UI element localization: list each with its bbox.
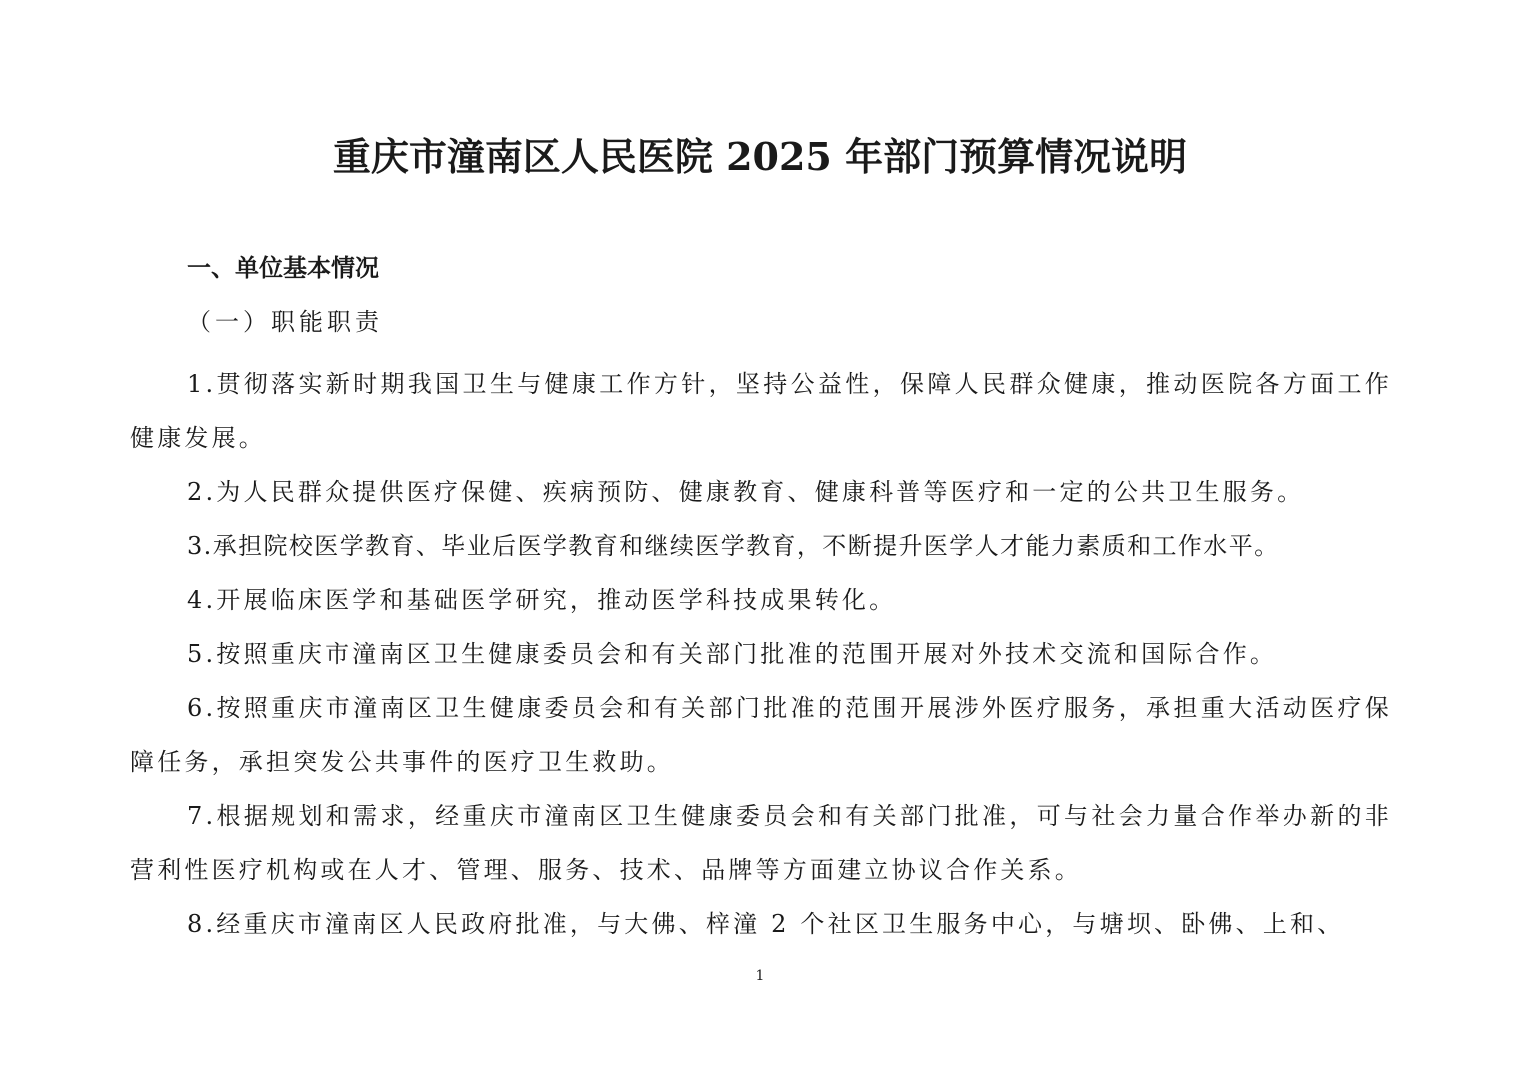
paragraph-5: 5.按照重庆市潼南区卫生健康委员会和有关部门批准的范围开展对外技术交流和国际合作。: [187, 640, 1278, 668]
paragraph-6: 6.按照重庆市潼南区卫生健康委员会和有关部门批准的范围开展涉外医疗服务，承担重大活动医疗保障任务，承担突发公共事件的医疗卫生救助。: [130, 694, 1392, 776]
paragraph-4: 4.开展临床医学和基础医学研究，推动医学科技成果转化。: [187, 586, 897, 614]
body-text: [130, 357, 1392, 951]
section-heading: 一、单位基本情况: [187, 254, 379, 282]
paragraph-3: 3.承担院校医学教育、毕业后医学教育和继续医学教育，不断提升医学人才能力素质和工作水平。: [187, 532, 1280, 560]
paragraph-2: 2.为人民群众提供医疗保健、疾病预防、健康教育、健康科普等医疗和一定的公共卫生服务。: [187, 478, 1305, 506]
page-number: 1: [755, 968, 765, 984]
paragraph-7: 7.根据规划和需求，经重庆市潼南区卫生健康委员会和有关部门批准，可与社会力量合作举办新的非营利性医疗机构或在人才、管理、服务、技术、品牌等方面建立协议合作关系。: [130, 802, 1392, 884]
paragraph-8: 8.经重庆市潼南区人民政府批准，与大佛、梓潼 2 个社区卫生服务中心，与塘坝、卧佛、上和、: [187, 910, 1345, 938]
document-title: 重庆市潼南区人民医院 2025 年部门预算情况说明: [332, 134, 1188, 179]
paragraph-1: 1.贯彻落实新时期我国卫生与健康工作方针，坚持公益性，保障人民群众健康，推动医院各方面工作健康发展。: [130, 370, 1392, 452]
subsection-heading: （一）职能职责: [187, 308, 383, 336]
